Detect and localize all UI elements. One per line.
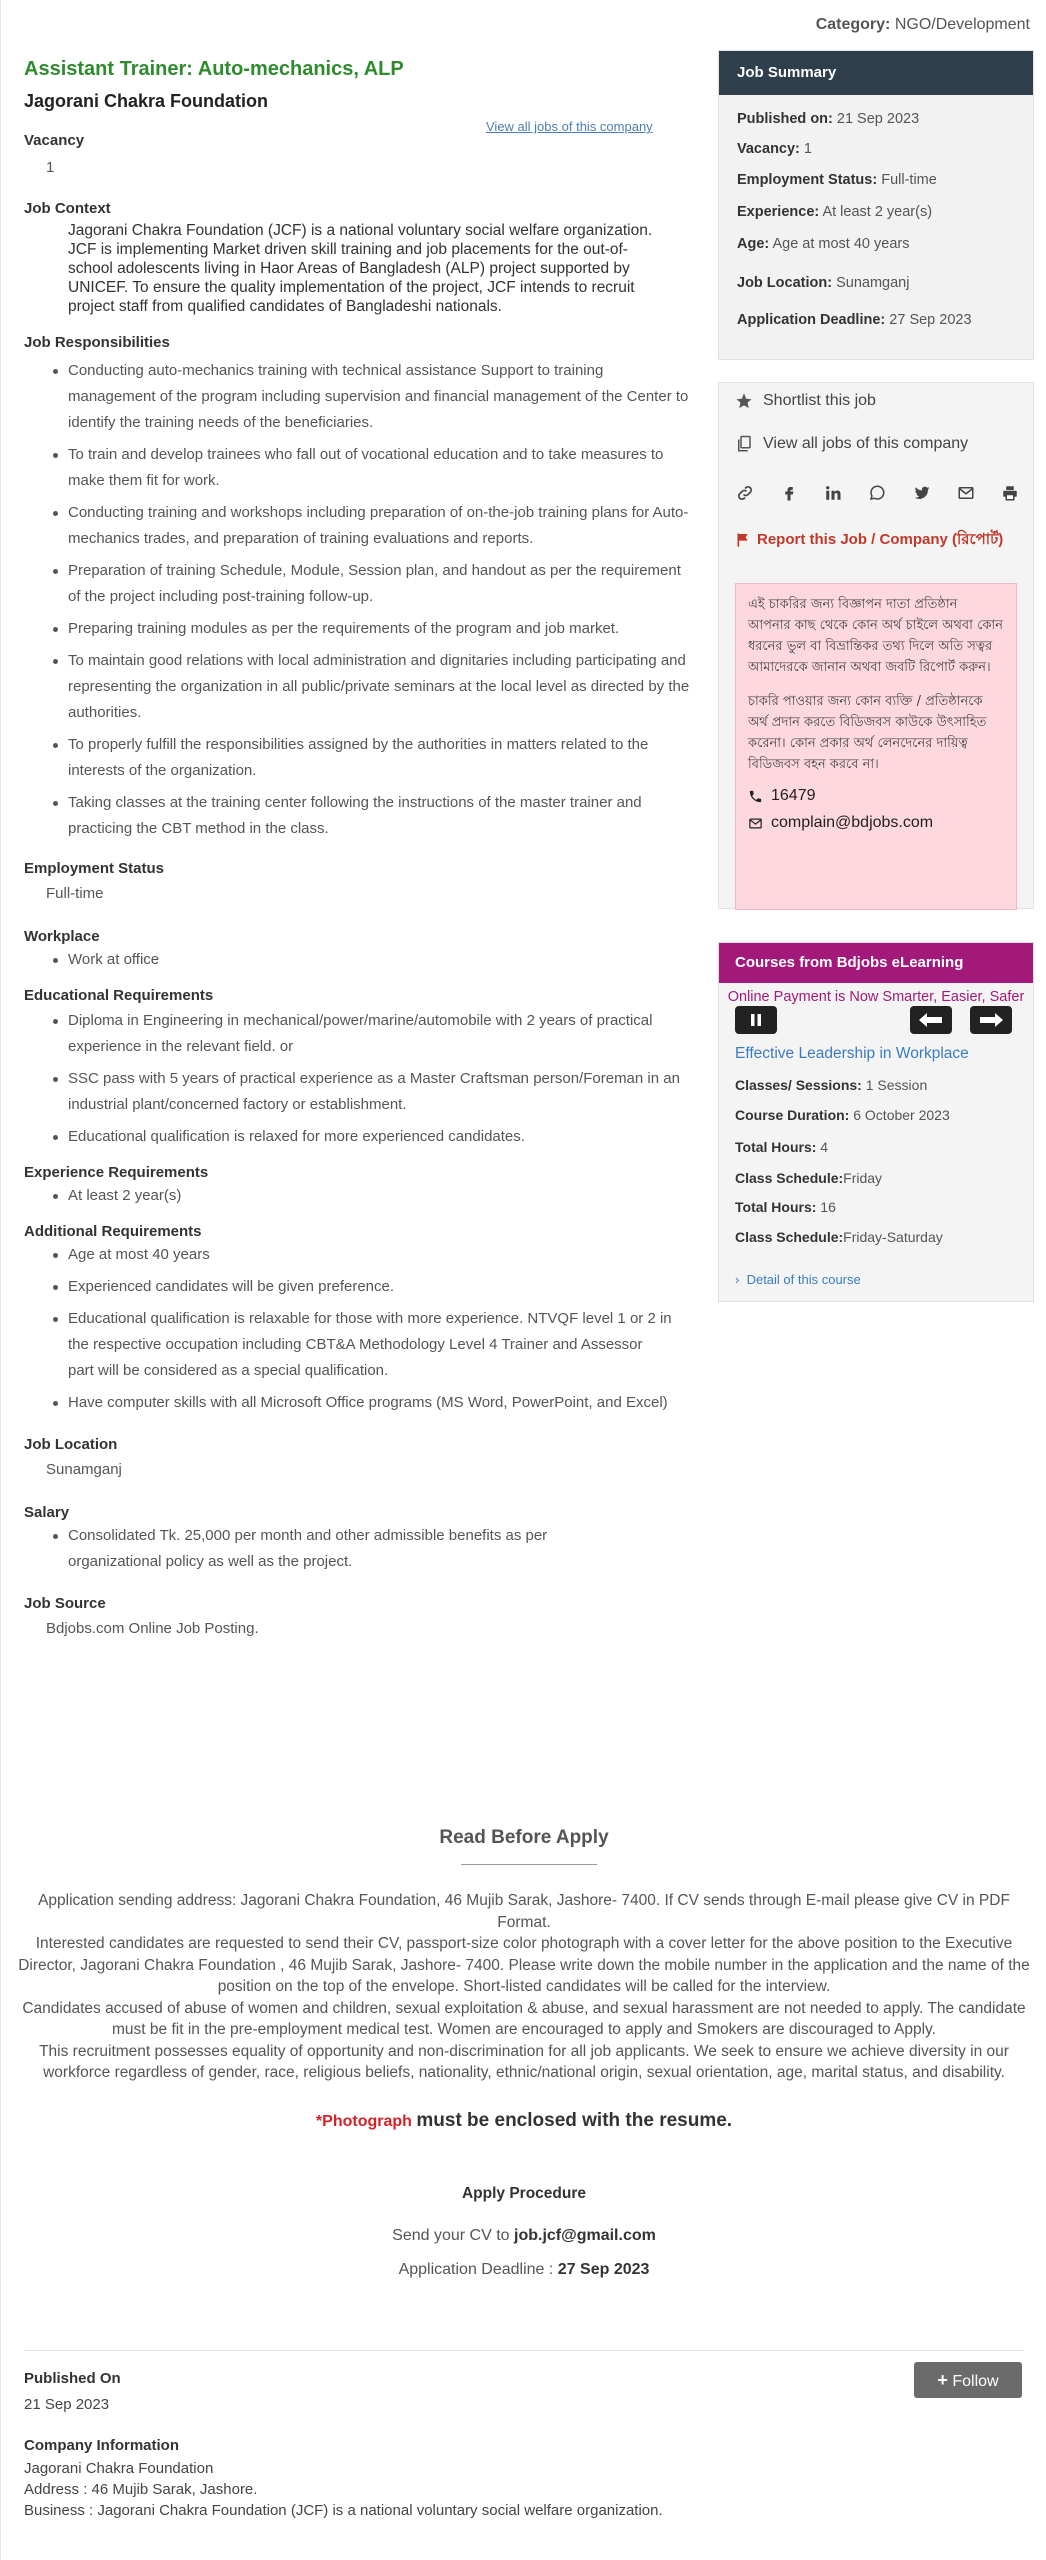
course-label: Total Hours:: [735, 1199, 817, 1215]
category-value: NGO/Development: [894, 16, 1030, 33]
job-location-heading: Job Location: [24, 1436, 118, 1453]
summary-label: Experience:: [737, 204, 820, 220]
photograph-note-rest: must be enclosed with the resume.: [416, 2110, 733, 2131]
flag-icon: [735, 531, 751, 549]
courses-title: Courses from Bdjobs eLearning: [719, 943, 1033, 983]
workplace-heading: Workplace: [24, 928, 100, 945]
course-label: Total Hours:: [735, 1139, 817, 1155]
read-paragraph: Candidates accused of abuse of women and children, sexual exploitation & abuse, and sexual harassment are not needed to apply. The candidate must be fit in the pre-employment medical test. Women are encouraged to apply and Smokers are discouraged to Apply.: [22, 1999, 1026, 2038]
summary-label: Age:: [737, 236, 770, 252]
course-value: Friday: [843, 1170, 883, 1186]
company-info-business: Business : Jagorani Chakra Foundation (JCF) is a national voluntary social welfare organization.: [24, 2502, 663, 2519]
list-item: To properly fulfill the responsibilities assigned by the authorities in matters related to the interests of the organization.: [52, 732, 692, 784]
course-schedule-2: [735, 1229, 943, 1245]
job-summary-title: Job Summary: [719, 51, 1033, 95]
list-item: Educational qualification is relaxable for those with more experience. NTVQF level 1 or 2 in the respective occupation including CBT&A Methodology Level 4 Trainer and Assessor part will be considered as a special qualification.: [52, 1306, 672, 1384]
courses-promo-text: Online Payment is Now Smarter, Easier, Safer: [727, 989, 1025, 1005]
course-schedule: [735, 1170, 882, 1186]
company-information-heading: Company Information: [24, 2437, 180, 2454]
workplace-section: [24, 928, 664, 973]
salary-section: [24, 1504, 664, 1575]
experience-heading: Experience Requirements: [24, 1164, 209, 1181]
published-on-section: [24, 2370, 121, 2415]
list-item: SSC pass with 5 years of practical experience as a Master Craftsman person/Foreman in an industrial plant/concerned factory or establishment.: [52, 1066, 692, 1118]
course-total-hours: [735, 1139, 828, 1155]
read-paragraph: This recruitment possesses equality of opportunity and non-discrimination for all job applicants. We seek to ensure we achieve diversity in our workforce regardless of gender, race, religious beliefs, nationality, ethnic/national origin, sexual orientation, age, marital status, and disability.: [39, 2042, 1009, 2081]
company-info-address: Address : 46 Mujib Sarak, Jashore.: [24, 2481, 258, 2498]
list-item: Conducting training and workshops including preparation of on-the-job training plans for Auto-mechanics trades, and preparation of training evaluations and reports.: [52, 500, 692, 552]
course-value: Friday-Saturday: [843, 1229, 943, 1245]
view-all-label: View all jobs of this company: [763, 435, 969, 452]
list-item: Work at office: [52, 947, 692, 973]
previous-button[interactable]: [910, 1006, 952, 1034]
envelope-icon: [748, 816, 763, 831]
apply-deadline: [1, 2261, 1046, 2279]
salary-list: [52, 1523, 632, 1575]
additional-requirements-heading: Additional Requirements: [24, 1223, 202, 1240]
arrow-left-icon: [918, 1012, 944, 1028]
vacancy-heading: Vacancy: [24, 132, 85, 149]
list-item: To maintain good relations with local administration and dignitaries including participating and representing the organization in all public/private seminars at the local level as directed by the authorities.: [52, 648, 692, 726]
list-item: Diploma in Engineering in mechanical/power/marine/automobile with 2 years of practical experience in the relevant field. or: [52, 1008, 692, 1060]
employment-status-section: [24, 860, 664, 902]
education-section: [24, 987, 680, 1150]
courses-panel: [718, 942, 1034, 1302]
summary-value: At least 2 year(s): [822, 204, 933, 220]
employment-status-heading: Employment Status: [24, 860, 165, 877]
company-info-name: Jagorani Chakra Foundation: [24, 2460, 214, 2477]
apply-deadline-prefix: Application Deadline :: [398, 2261, 554, 2278]
warning-text-1: এই চাকরির জন্য বিজ্ঞাপন দাতা প্রতিষ্ঠান আপনার কাছ থেকে কোন অর্থ চাইলে অথবা কোন ধরনের ভুল বা বিভ্রান্তিকর তথ্য দিলে অতি সত্বর আমাদেরকে জানান অথবা জবটি রিপোর্ট করুন।: [748, 597, 1003, 675]
star-icon: [735, 392, 753, 410]
additional-requirements-list: [52, 1242, 672, 1416]
course-label: Class Schedule:: [735, 1229, 844, 1245]
job-source-value: Bdjobs.com Online Job Posting.: [46, 1620, 259, 1637]
read-paragraph: Interested candidates are requested to send their CV, passport-size color photograph with a cover letter for the above position to the Executive Director, Jagorani Chakra Foundation , 46 Mujib Sarak, Jashore- 7400. Please write down the mobile number in the application and the name of the position on the top of the envelope. Short-listed candidates will be called for the interview.: [18, 1935, 1030, 1995]
job-category: [816, 16, 1030, 34]
course-detail-link[interactable]: [735, 1272, 861, 1287]
course-value: 4: [820, 1139, 829, 1155]
copy-icon: [735, 435, 753, 453]
course-label: Class Schedule:: [735, 1170, 844, 1186]
job-location-value: Sunamganj: [46, 1461, 122, 1478]
summary-value: Full-time: [881, 172, 937, 188]
summary-deadline: [737, 312, 972, 328]
view-all-jobs-link[interactable]: View all jobs of this company: [486, 119, 653, 134]
read-before-apply-divider: [461, 1864, 597, 1865]
follow-label: Follow: [952, 2373, 999, 2390]
summary-age: [737, 236, 909, 252]
follow-button[interactable]: [914, 2362, 1022, 2398]
photograph-note: [1, 2110, 1046, 2132]
additional-requirements-section: [24, 1223, 672, 1416]
summary-label: Vacancy:: [737, 141, 800, 157]
education-list: [52, 1008, 692, 1150]
summary-label: Application Deadline:: [737, 312, 886, 328]
apply-send-cv: [1, 2227, 1046, 2245]
list-item: Educational qualification is relaxed for more experienced candidates.: [52, 1124, 692, 1150]
course-value: 1 Session: [865, 1077, 928, 1093]
experience-list: [52, 1183, 692, 1209]
report-job-link[interactable]: [735, 530, 1015, 550]
course-title-link[interactable]: Effective Leadership in Workplace: [735, 1045, 969, 1062]
course-label: Course Duration:: [735, 1107, 850, 1123]
apply-procedure-heading: Apply Procedure: [461, 2185, 587, 2202]
email-share-icon[interactable]: [956, 483, 976, 503]
job-actions-panel: [718, 382, 1034, 909]
vacancy-section: [24, 132, 664, 176]
report-label: Report this Job / Company (রিপোর্ট): [757, 531, 1004, 548]
list-item: Preparing training modules as per the requirements of the program and job market.: [52, 616, 692, 642]
summary-value: 27 Sep 2023: [889, 312, 972, 328]
course-detail-label: Detail of this course: [746, 1272, 861, 1287]
phone-icon: [748, 789, 763, 804]
summary-value: 21 Sep 2023: [836, 111, 920, 127]
course-value: 6 October 2023: [853, 1107, 950, 1123]
course-value: 16: [820, 1199, 836, 1215]
warning-text-2: চাকরি পাওয়ার জন্য কোন ব্যক্তি / প্রতিষ্ঠানকে অর্থ প্রদান করতে বিডিজবস কাউকে উৎসাহিত করেনা। কোন প্রকার অর্থ লেনদেনের দায়িত্ব বিডিজবস বহন করবে না।: [748, 694, 987, 772]
apply-send-prefix: Send your CV to: [392, 2227, 510, 2244]
summary-label: Employment Status:: [737, 172, 878, 188]
job-context-heading: Job Context: [24, 200, 111, 217]
list-item: At least 2 year(s): [52, 1183, 692, 1209]
summary-label: Job Location:: [737, 275, 833, 291]
course-label: Classes/ Sessions:: [735, 1077, 862, 1093]
job-source-heading: Job Source: [24, 1595, 106, 1612]
job-summary-panel: [718, 50, 1034, 360]
summary-value: Sunamganj: [836, 275, 910, 291]
company-information-section: [24, 2437, 663, 2521]
education-heading: Educational Requirements: [24, 987, 214, 1004]
chevron-right-icon: ›: [735, 1272, 740, 1287]
job-context-section: [24, 200, 664, 316]
print-icon[interactable]: [1000, 483, 1020, 503]
category-label: Category:: [815, 16, 891, 33]
job-context-text: Jagorani Chakra Foundation (JCF) is a national voluntary social welfare organization. JCF is implementing Market driven skill training and job placements for the out-of-school adolescents living in Haor Areas of Bangladesh (ALP) project supported by UNICEF. To ensure the quality implementation of the project, JCF intends to recruit project staff from qualified candidates of Bangladeshi nationals.: [68, 222, 653, 315]
list-item: Have computer skills with all Microsoft Office programs (MS Word, PowerPoint, and Excel): [52, 1390, 672, 1416]
view-all-jobs-button[interactable]: [735, 435, 968, 453]
job-location-section: [24, 1436, 664, 1478]
shortlist-label: Shortlist this job: [763, 392, 876, 409]
read-paragraph: Application sending address: Jagorani Chakra Foundation, 46 Mujib Sarak, Jashore- 7400. If CV sends through E-mail please give CV in PDF Format.: [38, 1892, 1010, 1931]
arrow-right-icon: [978, 1012, 1004, 1028]
list-item: Experienced candidates will be given preference.: [52, 1274, 672, 1300]
apply-deadline-value: 27 Sep 2023: [557, 2261, 650, 2278]
responsibilities-heading: Job Responsibilities: [24, 334, 170, 351]
list-item: Consolidated Tk. 25,000 per month and other admissible benefits as per organizational policy as well as the project.: [52, 1523, 632, 1575]
responsibilities-section: [24, 334, 690, 842]
link-icon[interactable]: [735, 483, 755, 503]
twitter-icon[interactable]: [912, 483, 932, 503]
linkedin-icon[interactable]: [823, 483, 843, 503]
read-before-apply-text: [17, 1890, 1031, 2084]
pause-button[interactable]: [735, 1006, 777, 1034]
apply-email: job.jcf@gmail.com: [514, 2227, 656, 2244]
job-main-content: [24, 58, 690, 1637]
course-sessions: [735, 1077, 927, 1093]
list-item: Preparation of training Schedule, Module, Session plan, and handout as per the requirement of the project including post-training follow-up.: [52, 558, 692, 610]
published-on-heading: Published On: [24, 2370, 121, 2387]
course-duration: [735, 1107, 950, 1123]
responsibilities-list: [52, 358, 692, 842]
published-on-value: 21 Sep 2023: [24, 2396, 110, 2413]
summary-value: 1: [803, 141, 812, 157]
contact-phone-value: 16479: [771, 787, 816, 804]
workplace-list: [52, 947, 692, 973]
summary-value: Age at most 40 years: [772, 236, 910, 252]
shortlist-job-button[interactable]: [735, 392, 876, 410]
list-item: To train and develop trainees who fall out of vocational education and to take measures to make them fit for work.: [52, 442, 692, 494]
next-button[interactable]: [970, 1006, 1012, 1034]
summary-published: [737, 111, 919, 127]
plus-icon: +: [937, 2370, 948, 2390]
vacancy-value: 1: [46, 159, 55, 176]
company-name: Jagorani Chakra Foundation: [24, 91, 269, 111]
summary-experience: [737, 204, 932, 220]
contact-email-value: complain@bdjobs.com: [771, 814, 934, 831]
list-item: Conducting auto-mechanics training with technical assistance Support to training management of the program including supervision and financial management of the Center to identify the training needs of the beneficiaries.: [52, 358, 692, 436]
summary-location: [737, 275, 909, 291]
contact-phone: [736, 787, 1016, 805]
job-title: Assistant Trainer: Auto-mechanics, ALP: [24, 58, 404, 80]
photograph-note-red: *Photograph: [315, 2113, 412, 2130]
list-item: Taking classes at the training center following the instructions of the master trainer and practicing the CBT method in the class.: [52, 790, 692, 842]
contact-email: [736, 814, 1016, 832]
summary-label: Published on:: [737, 111, 833, 127]
pause-icon: [749, 1013, 763, 1027]
employment-status-value: Full-time: [46, 885, 104, 902]
salary-heading: Salary: [24, 1504, 70, 1521]
summary-vacancy: [737, 141, 812, 157]
list-item: Age at most 40 years: [52, 1242, 672, 1268]
summary-employment-status: [737, 172, 937, 188]
job-source-section: [24, 1595, 664, 1637]
share-icons-row: [735, 483, 1020, 503]
facebook-icon[interactable]: [779, 483, 799, 503]
bottom-divider: [24, 2350, 1024, 2351]
course-total-hours-2: [735, 1199, 836, 1215]
read-before-apply-title: Read Before Apply: [439, 1827, 609, 1848]
warning-box: [735, 583, 1017, 910]
whatsapp-icon[interactable]: [867, 483, 887, 503]
experience-section: [24, 1164, 664, 1209]
